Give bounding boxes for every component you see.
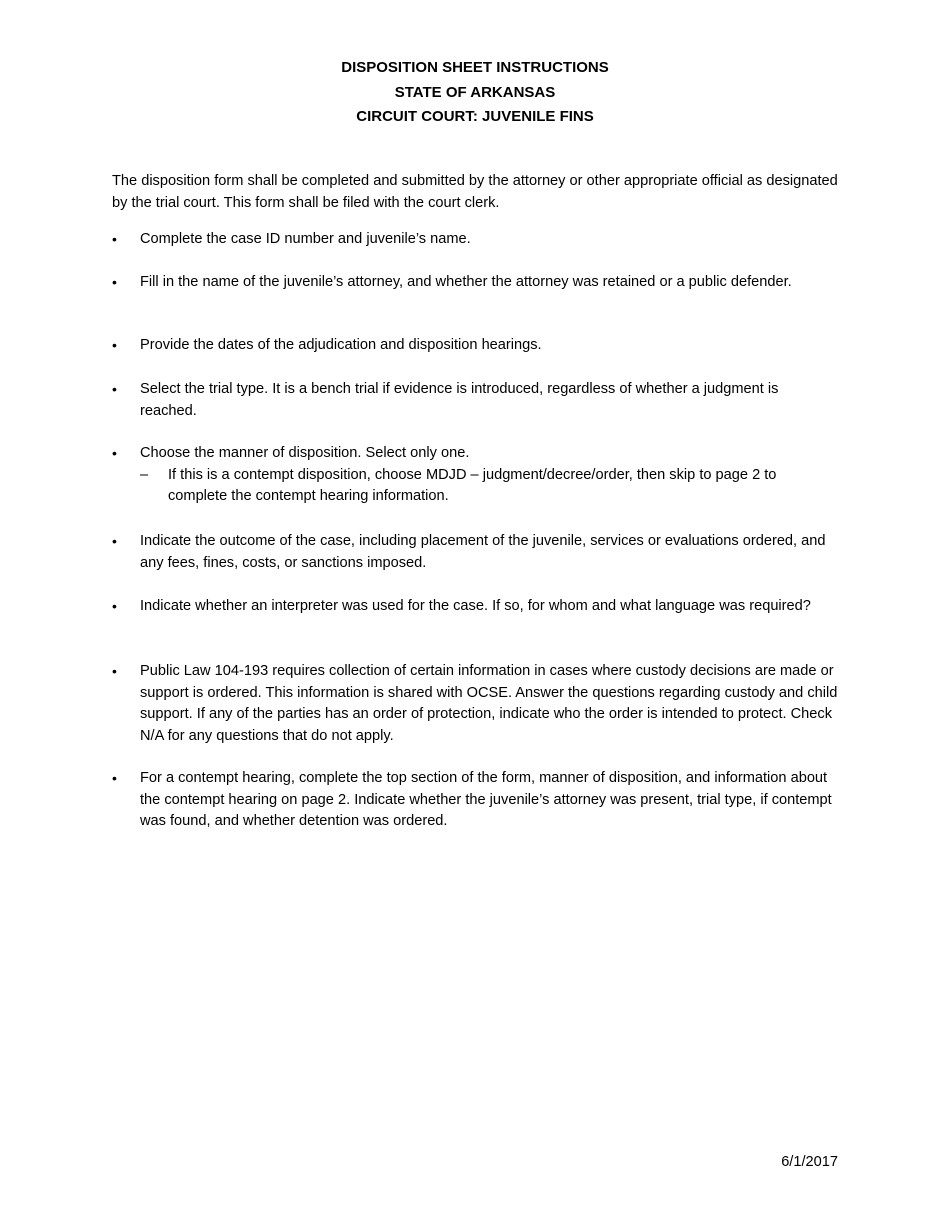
- footer-date: 6/1/2017: [781, 1154, 838, 1170]
- header-title: DISPOSITION SHEET INSTRUCTIONS: [341, 59, 609, 76]
- bullet-icon: •: [112, 231, 117, 247]
- bullet-icon: •: [112, 274, 117, 290]
- list-item-text: Indicate whether an interpreter was used for the case. If so, for whom and what language was required?: [140, 598, 811, 614]
- bullet-icon: •: [112, 663, 117, 679]
- list-item-text: For a contempt hearing, complete the top section of the form, manner of disposition, and information about the contempt hearing on page 2. Indicate whether the juvenile’s attorney was present, trial type, if contempt was found, and whether detention was ordered.: [140, 770, 832, 829]
- bullet-icon: •: [112, 445, 117, 461]
- bullet-icon: •: [112, 533, 117, 549]
- header-court: CIRCUIT COURT: JUVENILE FINS: [356, 108, 594, 125]
- document-header: [0, 56, 950, 130]
- list-item-text: Public Law 104-193 requires collection of certain information in cases where custody decisions are made or support is ordered. This information is shared with OCSE. Answer the questions regarding custody and child support. If any of the parties has an order of protection, indicate who the order is intended to protect. Check N/A for any questions that do not apply.: [140, 663, 838, 744]
- list-item-text: Complete the case ID number and juvenile’s name.: [140, 231, 471, 247]
- list-item-text: Fill in the name of the juvenile’s attorney, and whether the attorney was retained or a public defender.: [140, 274, 792, 290]
- bullet-icon: •: [112, 337, 117, 353]
- dash-icon: –: [140, 466, 149, 483]
- intro-paragraph: The disposition form shall be completed and submitted by the attorney or other appropriate official as designated by the trial court. This form shall be filed with the court clerk.: [112, 173, 838, 211]
- sub-item-text: If this is a contempt disposition, choose MDJD – judgment/decree/order, then skip to page 2 to complete the contempt hearing information.: [168, 466, 777, 504]
- list-item-text: Choose the manner of disposition. Select only one.: [140, 445, 470, 461]
- list-item-text: Select the trial type. It is a bench trial if evidence is introduced, regardless of whether a judgment is reached.: [140, 381, 779, 419]
- bullet-icon: •: [112, 598, 117, 614]
- list-item-text: Provide the dates of the adjudication and disposition hearings.: [140, 337, 542, 353]
- header-state: STATE OF ARKANSAS: [394, 83, 556, 101]
- bullet-icon: •: [112, 381, 117, 397]
- sub-item-contempt: [140, 465, 838, 508]
- list-item-text: Indicate the outcome of the case, including placement of the juvenile, services or evaluations ordered, and any fees, fines, costs, or sanctions imposed.: [140, 533, 826, 571]
- bullet-icon: •: [112, 770, 117, 786]
